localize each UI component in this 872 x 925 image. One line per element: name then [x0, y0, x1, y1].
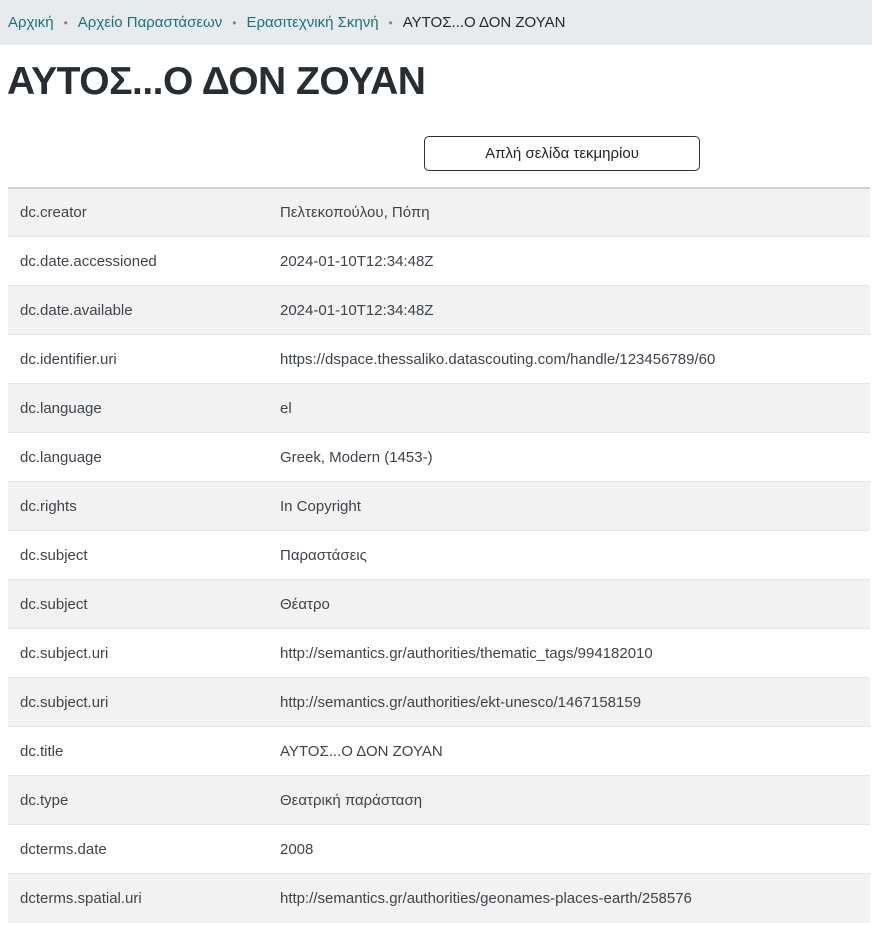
- table-row: [8, 237, 870, 286]
- metadata-field-value: http://semantics.gr/authorities/geonames-places-earth/258576: [268, 874, 870, 923]
- breadcrumb-link-amateur-stage[interactable]: Ερασιτεχνική Σκηνή: [246, 14, 379, 31]
- metadata-field-name: dcterms.date: [8, 825, 268, 874]
- breadcrumb-link-home[interactable]: Αρχική: [8, 14, 54, 31]
- metadata-field-name: dc.title: [8, 727, 268, 776]
- metadata-field-name: dc.subject: [8, 580, 268, 629]
- table-row: [8, 384, 870, 433]
- page-title: ΑΥΤΟΣ...Ο ΔΟΝ ΖΟΥΑΝ: [7, 60, 426, 103]
- metadata-field-value: https://dspace.thessaliko.datascouting.com/handle/123456789/60: [268, 335, 870, 384]
- table-row: [8, 776, 870, 825]
- breadcrumb: [0, 0, 872, 45]
- metadata-field-name: dcterms.spatial.uri: [8, 874, 268, 923]
- breadcrumb-separator: •: [63, 15, 68, 30]
- breadcrumb-separator: •: [388, 15, 393, 30]
- table-row: [8, 629, 870, 678]
- metadata-field-value: Παραστάσεις: [268, 531, 870, 580]
- metadata-field-value: el: [268, 384, 870, 433]
- table-row: [8, 825, 870, 874]
- metadata-field-value: http://semantics.gr/authorities/ekt-unesco/1467158159: [268, 678, 870, 727]
- metadata-table: [8, 187, 870, 923]
- metadata-field-value: http://semantics.gr/authorities/thematic_tags/994182010: [268, 629, 870, 678]
- metadata-field-name: dc.language: [8, 433, 268, 482]
- metadata-field-name: dc.subject: [8, 531, 268, 580]
- metadata-field-value: 2024-01-10T12:34:48Z: [268, 286, 870, 335]
- table-row: [8, 335, 870, 384]
- metadata-field-value: Πελτεκοπούλου, Πόπη: [280, 204, 430, 222]
- metadata-field-name: dc.type: [8, 776, 268, 825]
- metadata-field-value: 2008: [268, 825, 870, 874]
- metadata-field-name: dc.subject.uri: [8, 629, 268, 678]
- table-row: [8, 678, 870, 727]
- table-row: [8, 482, 870, 531]
- table-row: [8, 580, 870, 629]
- table-row: [8, 188, 870, 237]
- breadcrumb-link-performances-archive[interactable]: Αρχείο Παραστάσεων: [77, 14, 223, 31]
- metadata-field-name: dc.rights: [8, 482, 268, 531]
- table-row: [8, 874, 870, 923]
- breadcrumb-current-item: ΑΥΤΟΣ...Ο ΔΟΝ ΖΟΥΑΝ: [402, 14, 566, 31]
- metadata-field-value: 2024-01-10T12:34:48Z: [268, 237, 870, 286]
- table-row: [8, 286, 870, 335]
- metadata-field-value: Θέατρο: [268, 580, 870, 629]
- metadata-field-value: Θεατρική παράσταση: [268, 776, 870, 825]
- metadata-field-value: Greek, Modern (1453-): [268, 433, 870, 482]
- metadata-field-value: In Copyright: [268, 482, 870, 531]
- table-row: [8, 433, 870, 482]
- metadata-field-value: ΑΥΤΟΣ...Ο ΔΟΝ ΖΟΥΑΝ: [268, 727, 870, 776]
- metadata-field-name: dc.date.accessioned: [8, 237, 268, 286]
- simple-item-page-button[interactable]: Απλή σελίδα τεκμηρίου: [424, 136, 700, 171]
- breadcrumb-separator: •: [232, 15, 237, 30]
- table-row: [8, 531, 870, 580]
- actions-row: [0, 136, 872, 171]
- metadata-field-name: dc.creator: [20, 204, 87, 222]
- metadata-field-name: dc.identifier.uri: [8, 335, 268, 384]
- metadata-field-name: dc.language: [8, 384, 268, 433]
- table-row: [8, 727, 870, 776]
- metadata-field-name: dc.subject.uri: [8, 678, 268, 727]
- metadata-field-name: dc.date.available: [8, 286, 268, 335]
